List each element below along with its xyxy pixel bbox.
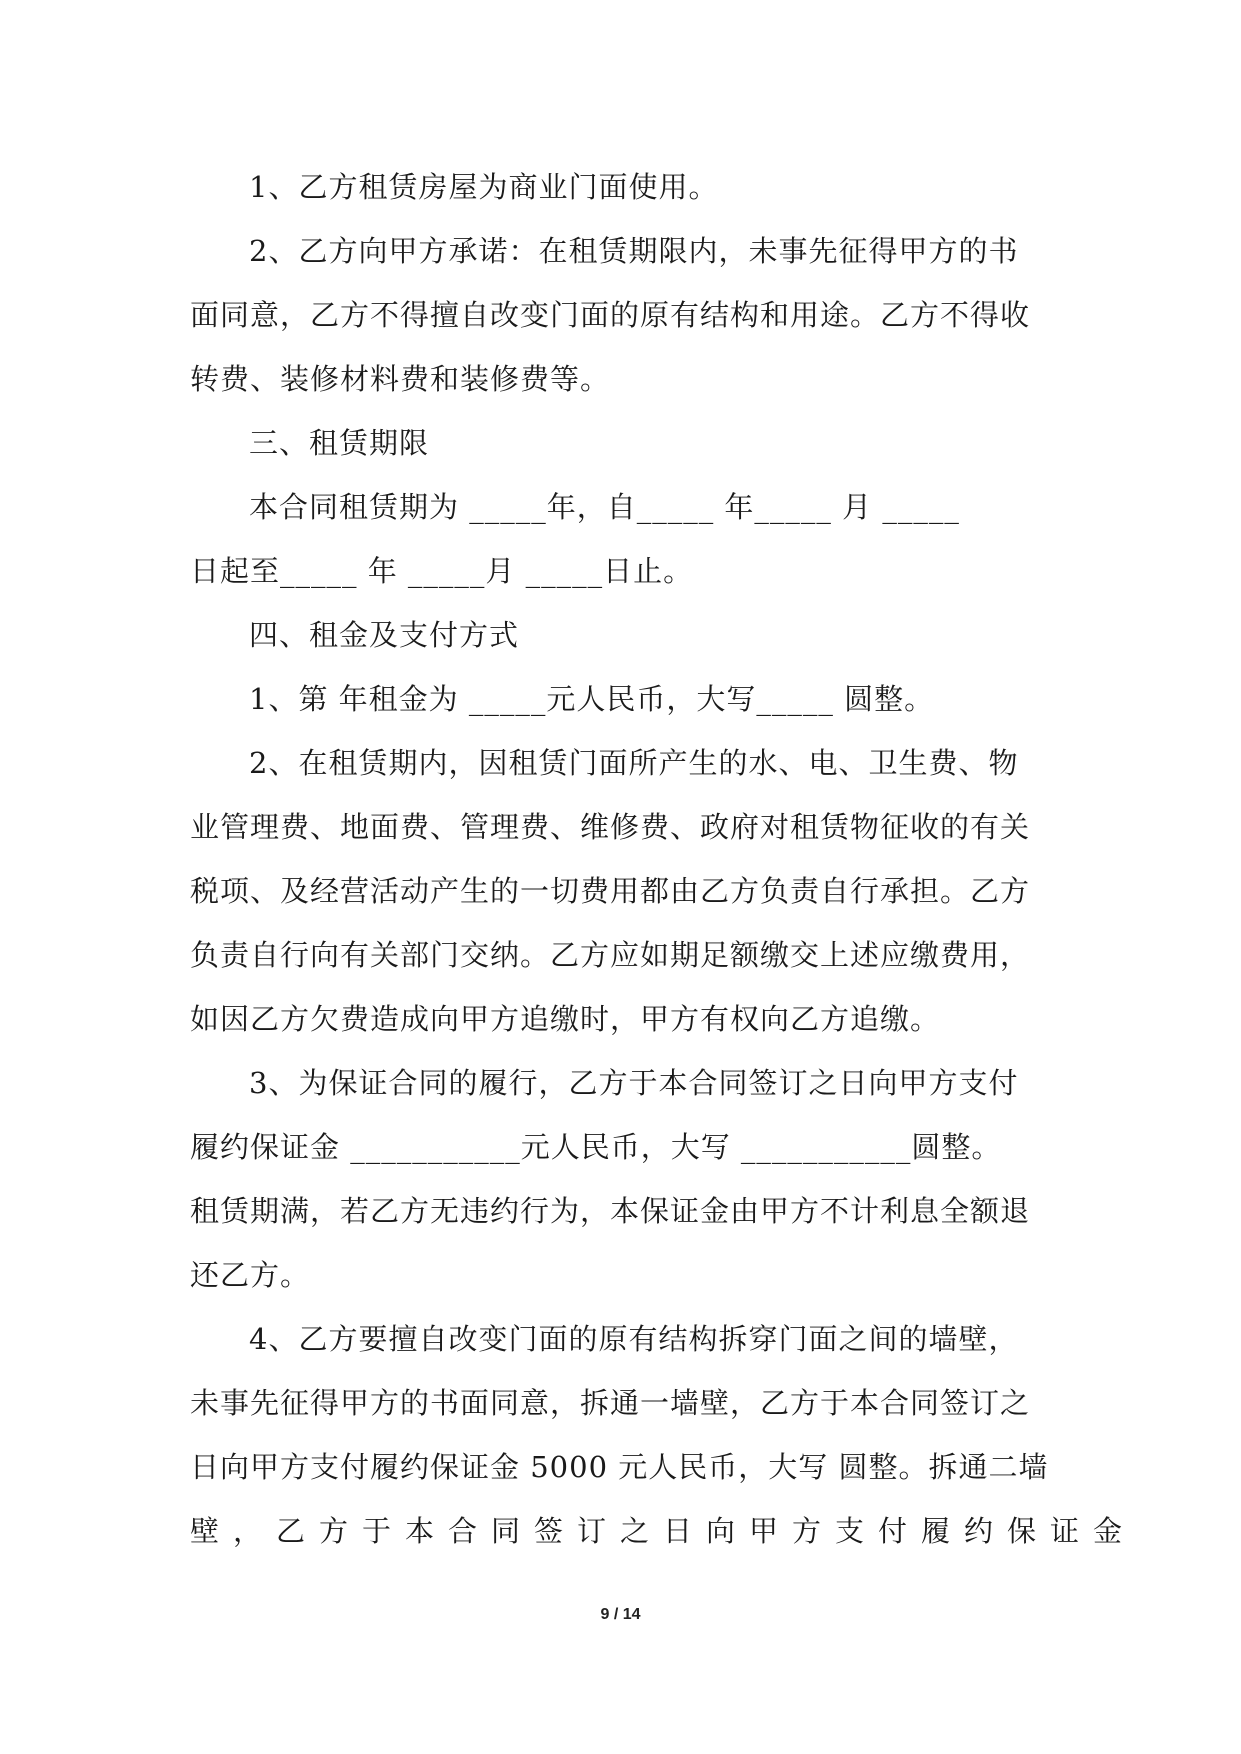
page-number: 9 / 14 [600, 1606, 641, 1623]
paragraph-line: 履约保证金 ___________元人民币，大写 ___________圆整。 [190, 1130, 1002, 1164]
paragraph-line: 税项、及经营活动产生的一切费用都由乙方负责自行承担。乙方 [190, 874, 1031, 908]
document-body [190, 155, 1137, 1563]
paragraph-line: 壁，乙方于本合同签订之日向甲方支付履约保证金 [190, 1514, 1137, 1548]
paragraph-line: 1、第 年租金为 _____元人民币，大写_____ 圆整。 [249, 682, 935, 716]
section-heading: 四、租金及支付方式 [249, 618, 520, 652]
paragraph-line: 本合同租赁期为 _____年，自_____ 年_____ 月 _____ [249, 490, 960, 524]
paragraph-line: 日起至_____ 年 _____月 _____日止。 [190, 554, 694, 588]
paragraph-line: 租赁期满，若乙方无违约行为，本保证金由甲方不计利息全额退 [190, 1194, 1031, 1228]
paragraph-line: 4、乙方要擅自改变门面的原有结构拆穿门面之间的墙壁， [249, 1322, 1019, 1356]
paragraph-line: 负责自行向有关部门交纳。乙方应如期足额缴交上述应缴费用， [190, 938, 1031, 972]
paragraph-line: 还乙方。 [190, 1258, 311, 1292]
paragraph-line: 2、在租赁期内，因租赁门面所产生的水、电、卫生费、物 [249, 746, 1019, 780]
paragraph-line: 面同意，乙方不得擅自改变门面的原有结构和用途。乙方不得收 [190, 298, 1031, 332]
paragraph-line: 业管理费、地面费、管理费、维修费、政府对租赁物征收的有关 [190, 810, 1031, 844]
paragraph-line: 转费、装修材料费和装修费等。 [190, 362, 611, 396]
paragraph-line: 2、乙方向甲方承诺：在租赁期限内，未事先征得甲方的书 [249, 234, 1019, 268]
paragraph-line: 日向甲方支付履约保证金 5000 元人民币，大写 圆整。拆通二墙 [190, 1450, 1049, 1484]
section-heading: 三、租赁期限 [249, 426, 430, 460]
paragraph-line: 1、乙方租赁房屋为商业门面使用。 [249, 170, 719, 204]
paragraph-line: 3、为保证合同的履行，乙方于本合同签订之日向甲方支付 [249, 1066, 1019, 1100]
paragraph-line: 如因乙方欠费造成向甲方追缴时，甲方有权向乙方追缴。 [190, 1002, 941, 1036]
paragraph-line: 未事先征得甲方的书面同意，拆通一墙壁，乙方于本合同签订之 [190, 1386, 1031, 1420]
